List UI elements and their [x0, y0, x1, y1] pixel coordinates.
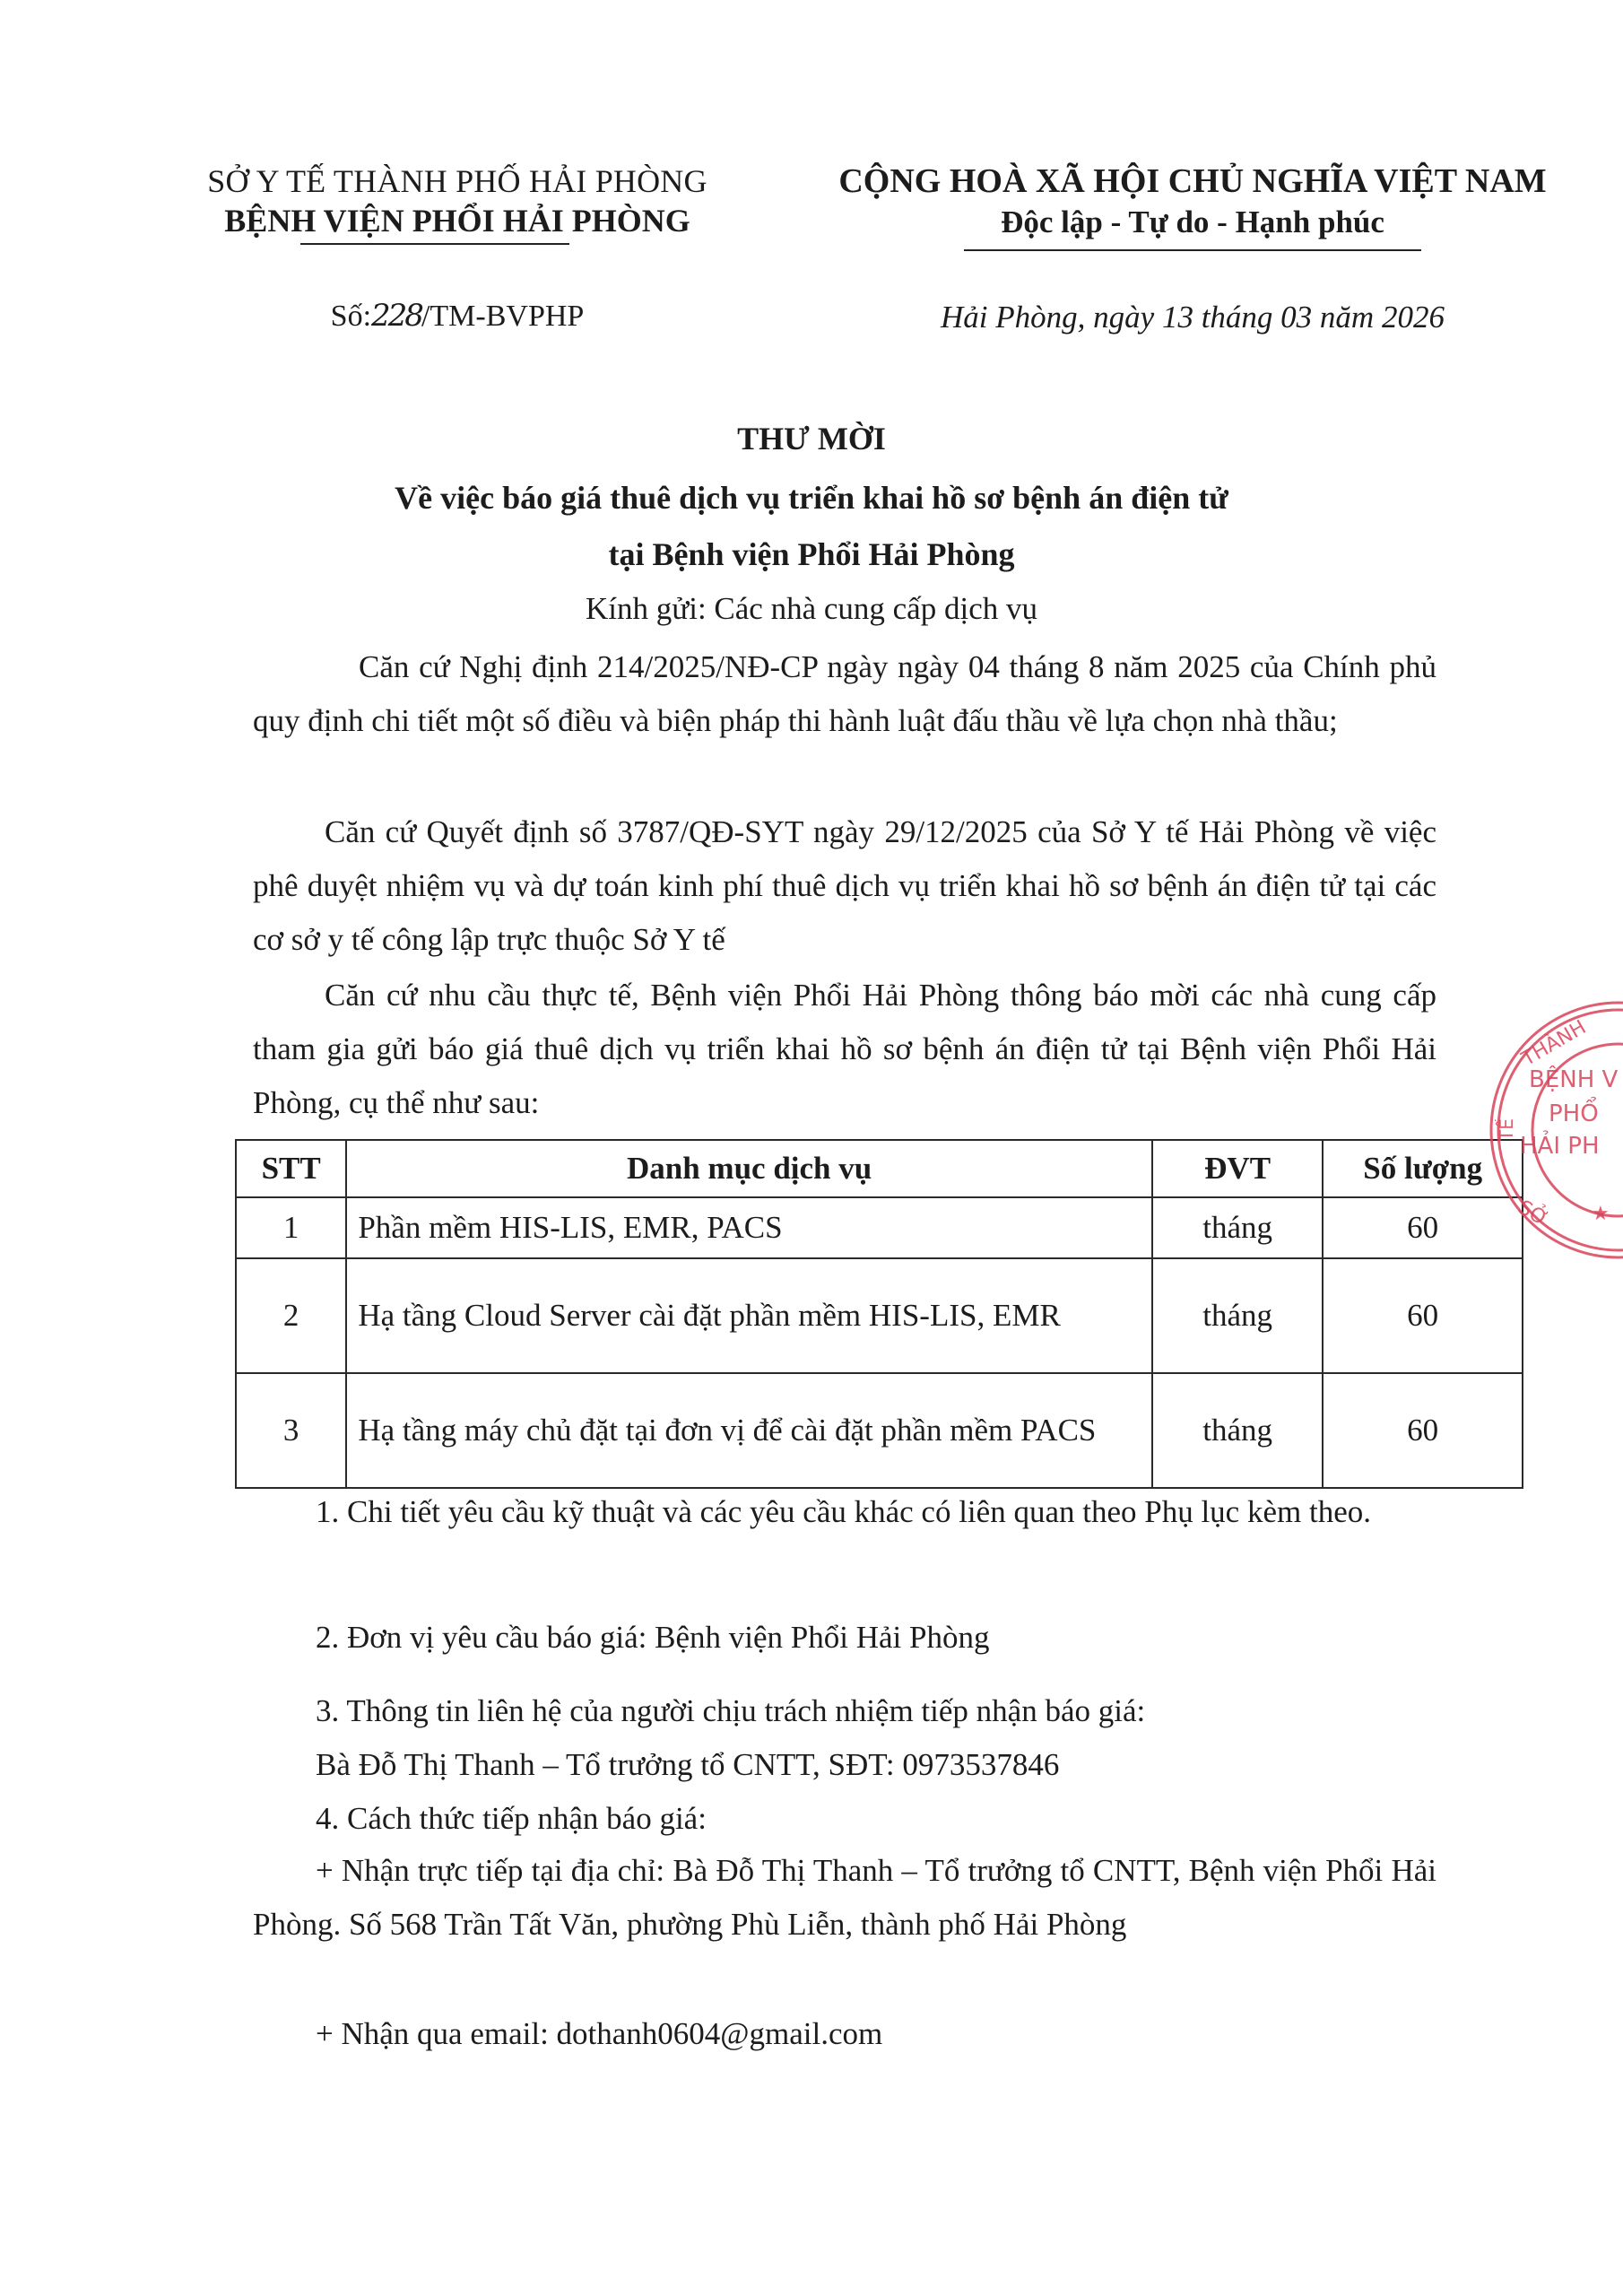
organization-underline: [300, 243, 569, 245]
item-4-receiving-method: 4. Cách thức tiếp nhận báo giá:: [316, 1801, 707, 1836]
motto-underline: [964, 249, 1421, 251]
cell-stt: 2: [236, 1258, 346, 1373]
doc-number-suffix: /TM-BVPHP: [421, 300, 585, 333]
cell-stt: 1: [236, 1197, 346, 1258]
national-title: CỘNG HOÀ XÃ HỘI CHỦ NGHĨA VIỆT NAM: [838, 162, 1547, 200]
cell-unit: tháng: [1152, 1373, 1324, 1488]
header-service: Danh mục dịch vụ: [346, 1140, 1152, 1197]
doc-number-prefix: Số:: [330, 300, 372, 333]
item-4-email-delivery: + Nhận qua email: dothanh0604@gmail.com: [316, 2016, 883, 2051]
header-stt: STT: [236, 1140, 346, 1197]
svg-text:PHỔ: PHỔ: [1549, 1100, 1599, 1127]
table-header-row: [236, 1140, 1523, 1197]
item-4-direct-delivery: + Nhận trực tiếp tại địa chỉ: Bà Đỗ Thị Thanh – Tổ trưởng tổ CNTT, Bệnh viện Phổi Hải Phòng. Số 568 Trần Tất Văn, phường Phù Liễn, thành phố Hải Phòng: [253, 1853, 1436, 1942]
cell-service: Hạ tầng Cloud Server cài đặt phần mềm HIS-LIS, EMR: [346, 1258, 1152, 1373]
svg-text:BỆNH V: BỆNH V: [1529, 1066, 1619, 1093]
department-name: SỞ Y TẾ THÀNH PHỐ HẢI PHÒNG: [207, 163, 707, 199]
header-quantity: Số lượng: [1323, 1140, 1523, 1197]
subject-line-1: Về việc báo giá thuê dịch vụ triển khai hồ sơ bệnh án điện tử: [395, 480, 1228, 516]
table-row: [236, 1197, 1523, 1258]
svg-text:SỞ: SỞ: [1514, 1196, 1552, 1231]
svg-text:TẾ: TẾ: [1496, 1118, 1517, 1141]
organization-name: BỆNH VIỆN PHỔI HẢI PHÒNG: [224, 203, 690, 239]
cell-stt: 3: [236, 1373, 346, 1488]
document-title: THƯ MỜI: [737, 421, 886, 457]
service-table: [235, 1139, 1523, 1489]
cell-quantity: 60: [1323, 1197, 1523, 1258]
cell-unit: tháng: [1152, 1197, 1324, 1258]
item-1-technical-requirements: 1. Chi tiết yêu cầu kỹ thuật và các yêu cầu khác có liên quan theo Phụ lục kèm theo.: [316, 1494, 1371, 1529]
paragraph-legal-basis-decision: Căn cứ Quyết định số 3787/QĐ-SYT ngày 29/12/2025 của Sở Y tế Hải Phòng về việc phê duyệt nhiệm vụ và dự toán kinh phí thuê dịch vụ triển khai hồ sơ bệnh án điện tử tại các cơ sở y tế công lập trực thuộc Sở Y tế: [253, 814, 1436, 957]
document-number: [135, 296, 780, 336]
cell-unit: tháng: [1152, 1258, 1324, 1373]
date-line: Hải Phòng, ngày 13 tháng 03 năm 2026: [941, 300, 1445, 335]
header-unit: ĐVT: [1152, 1140, 1324, 1197]
doc-number-handwritten: 228: [371, 298, 421, 334]
svg-text:★: ★: [1592, 1203, 1610, 1225]
svg-text:THÀNH: THÀNH: [1518, 1016, 1591, 1071]
paragraph-invitation: Căn cứ nhu cầu thực tế, Bệnh viện Phổi Hải Phòng thông báo mời các nhà cung cấp tham gia gửi báo giá thuê dịch vụ triển khai hồ sơ bệnh án điện tử tại Bệnh viện Phổi Hải Phòng, cụ thể như sau:: [253, 978, 1436, 1120]
table-row: [236, 1258, 1523, 1373]
cell-service: Phần mềm HIS-LIS, EMR, PACS: [346, 1197, 1152, 1258]
national-motto: Độc lập - Tự do - Hạnh phúc: [1001, 204, 1384, 239]
recipient-line: Kính gửi: Các nhà cung cấp dịch vụ: [586, 591, 1037, 626]
item-2-requesting-unit: 2. Đơn vị yêu cầu báo giá: Bệnh viện Phổi Hải Phòng: [316, 1620, 990, 1655]
cell-quantity: 60: [1323, 1258, 1523, 1373]
svg-text:HẢI PH: HẢI PH: [1520, 1133, 1600, 1160]
item-3-contact-person: Bà Đỗ Thị Thanh – Tổ trưởng tổ CNTT, SĐT: 0973537846: [316, 1747, 1060, 1782]
cell-service: Hạ tầng máy chủ đặt tại đơn vị để cài đặt phần mềm PACS: [346, 1373, 1152, 1488]
paragraph-legal-basis-decree: Căn cứ Nghị định 214/2025/NĐ-CP ngày ngày 04 tháng 8 năm 2025 của Chính phủ quy định chi tiết một số điều và biện pháp thi hành luật đấu thầu về lựa chọn nhà thầu;: [253, 649, 1436, 738]
subject-line-2: tại Bệnh viện Phổi Hải Phòng: [608, 536, 1015, 572]
table-row: [236, 1373, 1523, 1488]
item-3-contact-heading: 3. Thông tin liên hệ của người chịu trách nhiệm tiếp nhận báo giá:: [316, 1693, 1146, 1728]
cell-quantity: 60: [1323, 1373, 1523, 1488]
